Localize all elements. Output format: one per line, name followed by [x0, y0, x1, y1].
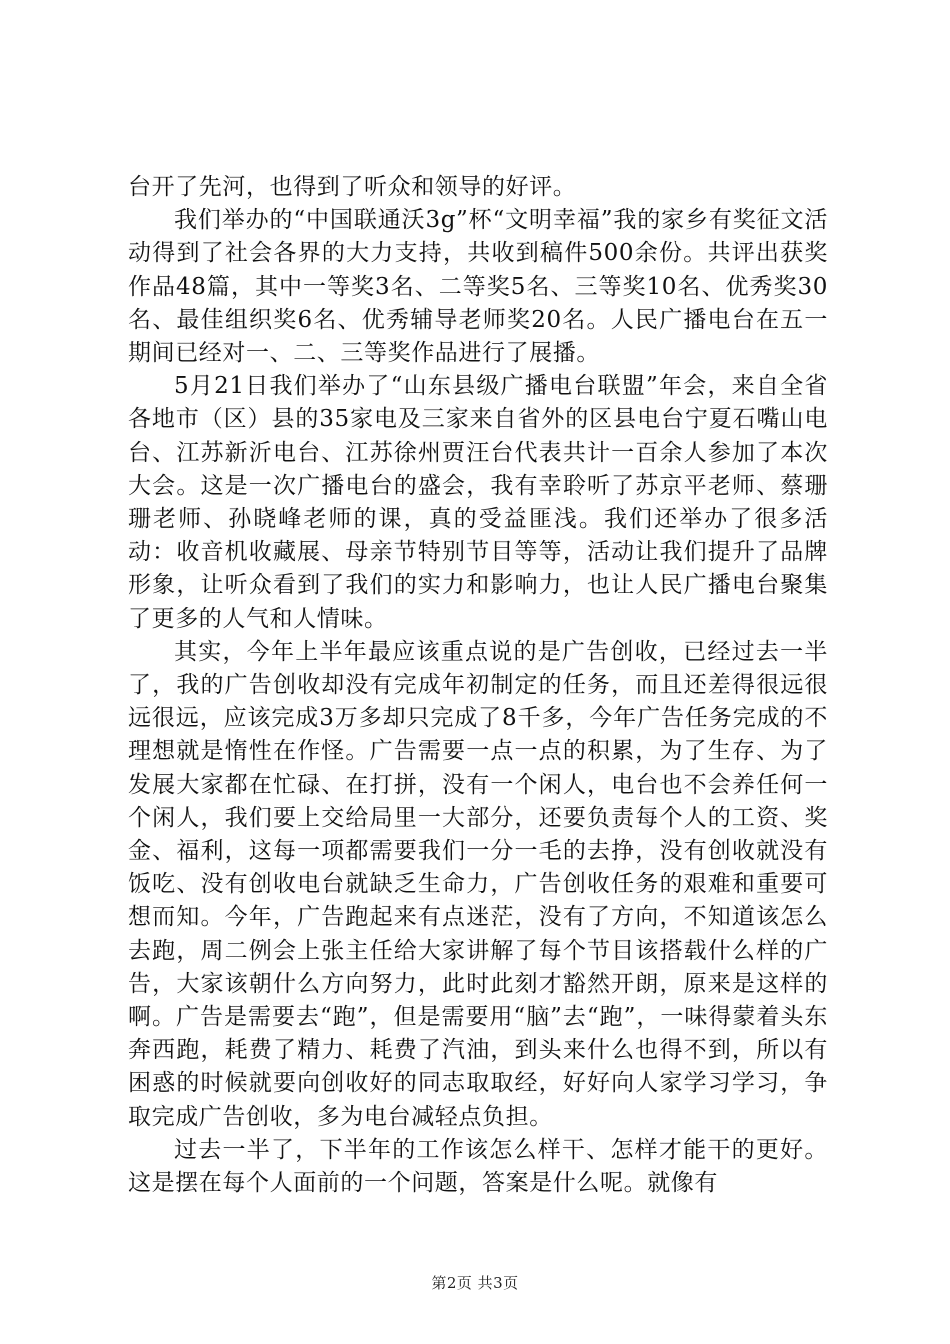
paragraph-3: 5月21日我们举办了“山东县级广播电台联盟”年会，来自全省各地市（区）县的35家电及三家来自省外的区县电台宁夏石嘴山电台、江苏新沂电台、江苏徐州贾汪台代表共计一百余人参加了本次大会。这是一次广播电台的盛会，我有幸聆听了苏京平老师、蔡珊珊老师、孙晓峰老师的课，真的受益匪浅。我们还举办了很多活动：收音机收藏展、母亲节特别节目等等，活动让我们提升了品牌形象，让听众看到了我们的实力和影响力，也让人民广播电台聚集了更多的人气和人情味。: [128, 373, 828, 632]
paragraph-4: 其实，今年上半年最应该重点说的是广告创收，已经过去一半了，我的广告创收却没有完成年初制定的任务，而且还差得很远很远很远，应该完成3万多却只完成了8千多，今年广告任务完成的不理想就是惰性在作怪。广告需要一点一点的积累，为了生存、为了发展大家都在忙碌、在打拼，没有一个闲人，电台也不会养任何一个闲人，我们要上交给局里一大部分，还要负责每个人的工资、奖金、福利，这每一项都需要我们一分一毛的去挣，没有创收就没有饭吃、没有创收电台就缺乏生命力，广告创收任务的艰难和重要可想而知。今年，广告跑起来有点迷茫，没有了方向，不知道该怎么去跑，周二例会上张主任给大家讲解了每个节目该搭载什么样的广告，大家该朝什么方向努力，此时此刻才豁然开朗，原来是这样的啊。广告是需要去“跑”，但是需要用“脑”去“跑”，一味得蒙着头东奔西跑，耗费了精力、耗费了汽油，到头来什么也得不到，所以有困惑的时候就要向创收好的同志取取经，好好向人家学习学习，争取完成广告创收，多为电台减轻点负担。: [128, 638, 828, 1130]
paragraph-5: 过去一半了，下半年的工作该怎么样干、怎样才能干的更好。这是摆在每个人面前的一个问题，答案是什么呢。就像有: [128, 1136, 828, 1197]
page-number-label: 第2页 共3页: [431, 1274, 519, 1292]
page-footer: [0, 1272, 950, 1293]
document-body: [128, 171, 828, 1200]
paragraph-2: 我们举办的“中国联通沃3g”杯“文明幸福”我的家乡有奖征文活动得到了社会各界的大力支持，共收到稿件500余份。共评出获奖作品48篇，其中一等奖3名、二等奖5名、三等奖10名、优秀奖30名、最佳组织奖6名、优秀辅导老师奖20名。人民广播电台在五一期间已经对一、二、三等奖作品进行了展播。: [128, 207, 828, 367]
paragraph-1: 台开了先河，也得到了听众和领导的好评。: [128, 174, 577, 200]
